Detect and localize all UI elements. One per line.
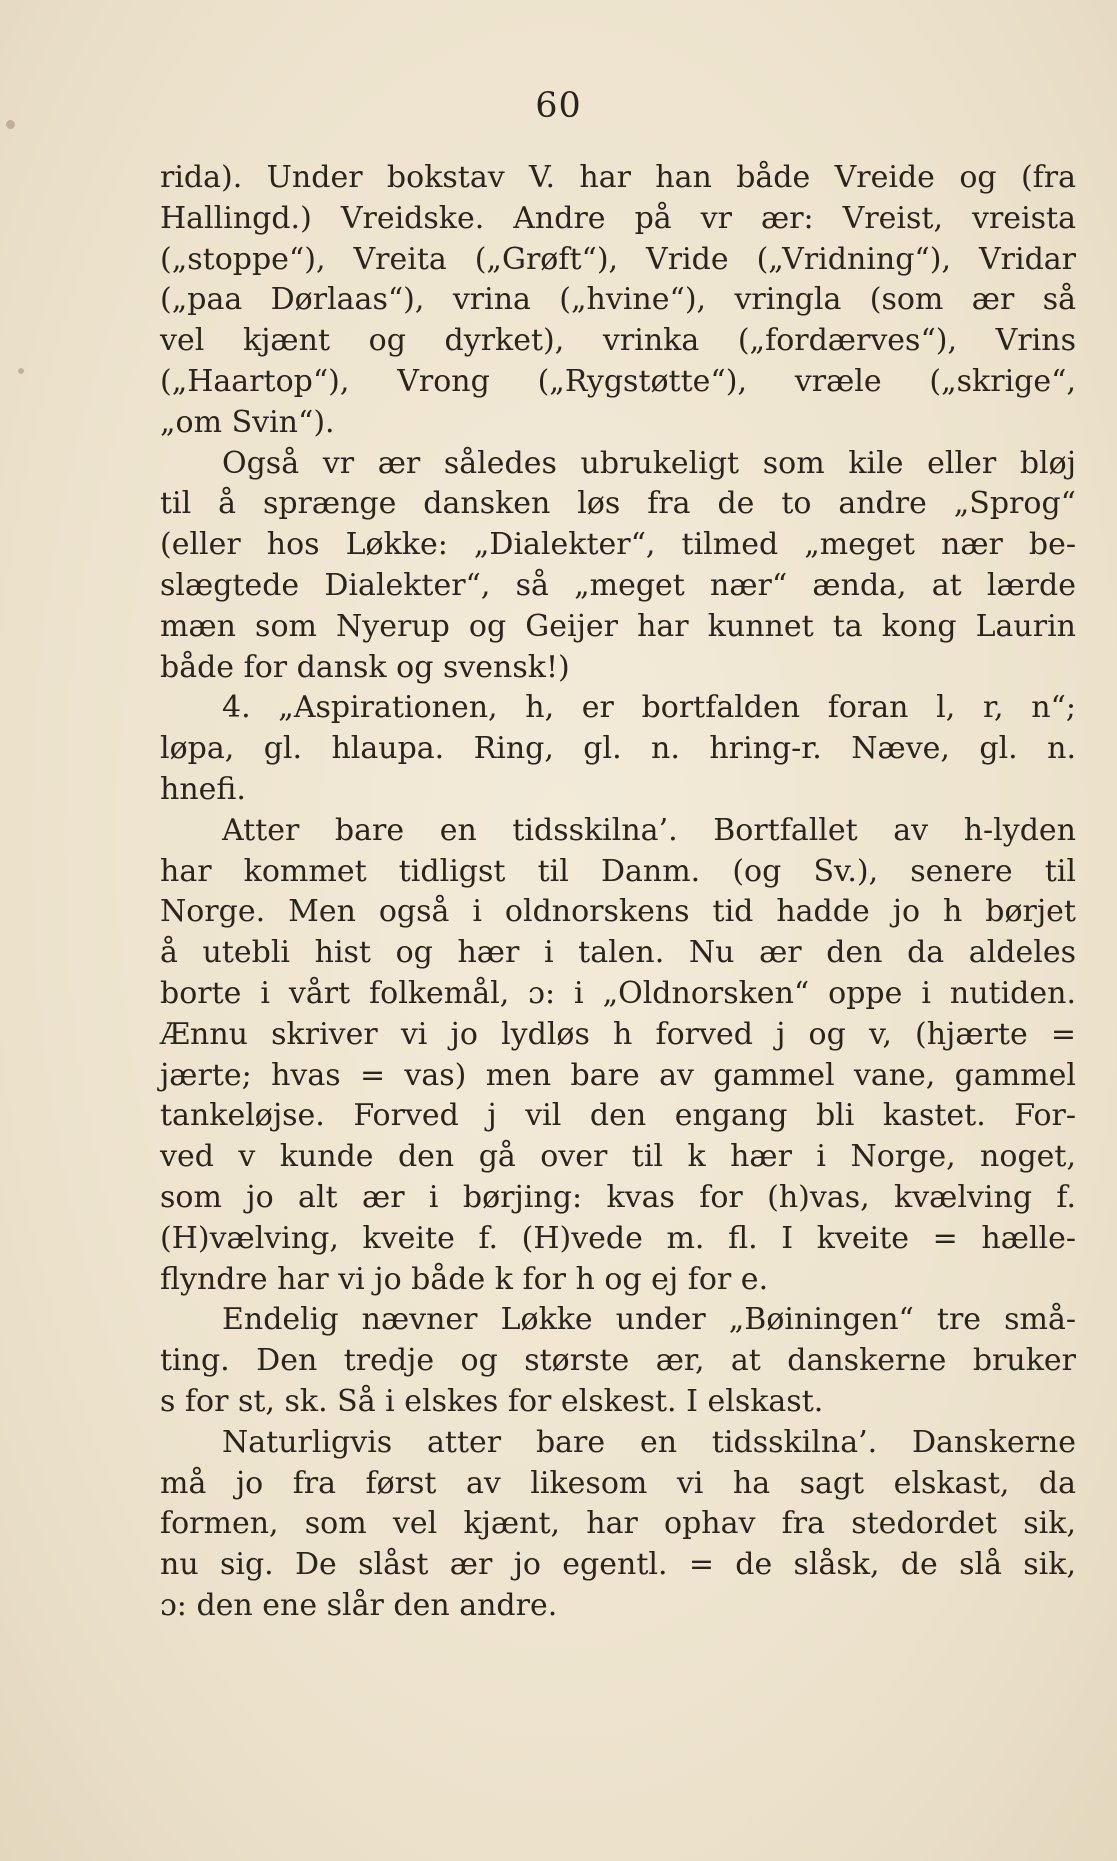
paragraph-start: 4. „Aspirationen, h, er bortfalden foran l, r, n“; — [222, 690, 1076, 726]
text-line: „om Svin“). — [160, 404, 335, 440]
text-line: til å sprænge dansken løs fra de to andre „Sprog“ — [160, 486, 1076, 522]
text-line: s for st, sk. Så i elskes for elskest. I elskast. — [160, 1383, 824, 1419]
text-line: slægtede Dialekter“, så „meget nær“ ænda, at lærde — [160, 567, 1076, 603]
text-line: Ænnu skriver vi jo lydløs h forved j og v, (hjærte = — [160, 1016, 1076, 1052]
text-line: Hallingd.) Vreidske. Andre på vr ær: Vreist, vreista — [160, 200, 1076, 236]
text-line: hnefi. — [160, 771, 246, 807]
page-number: 60 — [535, 86, 582, 126]
paragraph-start: Endelig nævner Løkke under „Bøiningen“ tre små- — [222, 1302, 1076, 1338]
paper-speck — [6, 120, 15, 129]
text-line: både for dansk og svensk!) — [160, 649, 570, 685]
text-line: rida). Under bokstav V. har han både Vreide og (fra — [160, 160, 1076, 195]
text-line: („Haartop“), Vrong („Rygstøtte“), vræle („skrige“, — [160, 363, 1076, 399]
text-line: (H)vælving, kveite f. (H)vede m. fl. I kveite = hælle- — [160, 1220, 1076, 1256]
text-line: ved v kunde den gå over til k hær i Norge, noget, — [160, 1139, 1076, 1175]
text-line: nu sig. De slåst ær jo egentl. = de slåsk, de slå sik, — [160, 1547, 1076, 1583]
text-line: løpa, gl. hlaupa. Ring, gl. n. hring-r. Næve, gl. n. — [160, 731, 1076, 767]
text-line: (eller hos Løkke: „Dialekter“, tilmed „meget nær be- — [160, 527, 1076, 563]
body-text — [160, 158, 1076, 1627]
text-line: borte i vårt folkemål, ɔ: i „Oldnorsken“ oppe i nutiden. — [160, 975, 1076, 1011]
text-line: („paa Dørlaas“), vrina („hvine“), vringla (som ær så — [160, 282, 1076, 318]
text-line: ɔ: den ene slår den andre. — [160, 1587, 558, 1623]
text-line: ting. Den tredje og største ær, at danskerne bruker — [160, 1343, 1076, 1379]
text-line: („stoppe“), Vreita („Grøft“), Vride („Vridning“), Vridar — [160, 241, 1076, 277]
text-line: har kommet tidligst til Danm. (og Sv.), senere til — [160, 853, 1076, 889]
text-line: flyndre har vi jo både k for h og ej for e. — [160, 1261, 769, 1297]
text-line: mæn som Nyerup og Geijer har kunnet ta kong Laurin — [160, 608, 1076, 644]
text-line: Norge. Men også i oldnorskens tid hadde jo h børjet — [160, 894, 1076, 930]
text-line: må jo fra først av likesom vi ha sagt elskast, da — [160, 1465, 1076, 1501]
paragraph-start: Atter bare en tidsskilna’. Bortfallet av h-lyden — [222, 812, 1076, 848]
text-line: formen, som vel kjænt, har ophav fra stedordet sik, — [160, 1506, 1076, 1542]
text-line: å utebli hist og hær i talen. Nu ær den da aldeles — [160, 935, 1076, 971]
text-line: som jo alt ær i børjing: kvas for (h)vas, kvælving f. — [160, 1179, 1076, 1215]
text-line: tankeløjse. Forved j vil den engang bli kastet. For- — [160, 1098, 1076, 1134]
paper-speck — [18, 368, 24, 374]
paragraph-start: Naturligvis atter bare en tidsskilna’. Danskerne — [222, 1424, 1076, 1460]
paragraph-start: Også vr ær således ubrukeligt som kile eller bløj — [222, 445, 1076, 481]
text-line: jærte; hvas = vas) men bare av gammel vane, gammel — [160, 1057, 1076, 1093]
text-line: vel kjænt og dyrket), vrinka („fordærves“), Vrins — [160, 323, 1076, 359]
